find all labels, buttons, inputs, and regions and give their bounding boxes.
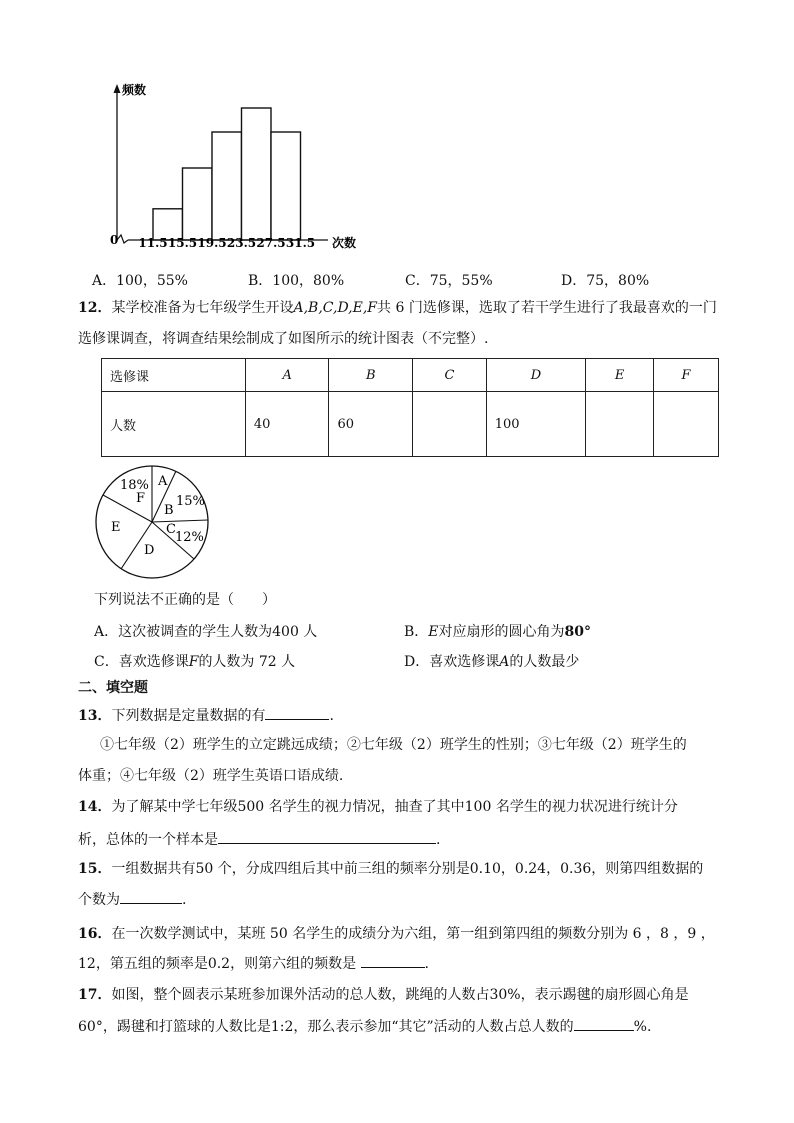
table-cell-e [586,392,654,457]
option-text: 对应扇形的圆心角为 [438,624,565,640]
option-letter: C． [94,654,119,670]
question-number: 17． [78,987,112,1003]
histogram-bar [183,168,213,240]
option-text: 的人数为 [198,654,259,670]
question-number: 15． [78,861,112,877]
option-text: 人 [298,624,318,640]
q16-line1 [78,924,715,944]
q14-line2 [78,829,440,850]
x-tick-label: 31.5 [285,236,316,250]
option-letter: A． [94,624,119,640]
table-header-e: E [586,359,654,392]
table-cell-c [413,392,487,457]
q14-line1 [78,797,678,817]
histogram-bar [271,132,301,240]
q17-text: 60°，踢毽和打篮球的人数比是1:2，那么表示参加“其它”活动的人数占总人数的 [78,1019,574,1035]
pie-label-b: B [164,503,174,518]
pie-label-f: F [136,491,146,506]
option-text: 这次被调查的学生人数为 [118,624,273,640]
answer-blank[interactable] [265,705,329,720]
question-number: 16． [78,926,112,942]
q12-option-b [404,621,591,641]
punctuation: . [182,892,187,908]
option-number: 400 [272,624,299,640]
table-row-label: 人数 [102,392,246,457]
q17-line1 [78,985,689,1005]
x-tick-label: 23.5 [226,236,257,250]
q15-line1 [78,859,703,879]
x-axis-label: 次数 [332,236,357,250]
q11-option-d: D．75，80% [561,273,650,289]
histogram-bar [212,132,242,240]
option-letter: D． [404,654,430,670]
q13-line3: 体重；④七年级（2）班学生英语口语成绩. [78,768,344,784]
course-table [101,358,719,457]
q16-text: 12，第五组的频率是0.2，则第六组的频数是 [78,956,361,972]
pie-percent-f: 18% [120,478,149,493]
q11-option-b: B．100，80% [248,273,345,289]
option-text: 喜欢选修课 [429,654,500,670]
q16-text: 在一次数学测试中，某班 50 名学生的成绩分为六组，第一组到第四组的频数分别为 6 ，8 ，9 ， [111,926,715,942]
answer-blank[interactable] [574,1016,634,1031]
option-variable: F [188,654,199,670]
q16-line2 [78,953,429,974]
table-header-c: C [413,359,487,392]
pie-percent-b: 15% [176,494,205,509]
table-header-b: B [329,359,413,392]
table-row-label: 选修课 [102,359,246,392]
pie-label-c: C [166,522,176,537]
axis-break-icon [117,235,128,243]
origin-label: 0 [110,233,119,247]
answer-blank[interactable] [218,829,436,844]
q11-option-c: C．75，55% [405,273,493,289]
q12-text: 某学校准备为七年级学生开设 [111,300,294,316]
q12-question: 下列说法不正确的是（ ） [94,592,276,608]
y-axis-label: 频数 [122,83,147,97]
question-number: 14． [78,799,112,815]
punctuation: . [424,956,429,972]
option-variable: E [428,624,439,640]
option-text: 的人数最少 [509,654,580,670]
question-number: 12． [78,300,112,316]
table-cell-b: 60 [329,392,413,457]
option-text: 喜欢选修课 [118,654,189,670]
table-cell-f [654,392,719,457]
q14-text: 析，总体的一个样本是 [78,832,218,848]
answer-blank[interactable] [120,889,182,904]
pie-label-a: A [158,474,168,489]
q12-line2: 选修课调查，将调查结果绘制成了如图所示的统计图表（不完整）. [78,331,489,347]
q14-text: 为了解某中学七年级500 名学生的视力情况，抽查了其中100 名学生的视力状况进行统计分 [111,799,678,815]
q12-option-a [94,621,317,641]
table-header-f: F [654,359,719,392]
pie-label-d: D [144,543,155,558]
x-tick-label: 15.5 [167,236,198,250]
course-pie-chart [90,460,214,584]
q15-text: 个数为 [78,892,120,908]
x-tick-label: 27.5 [256,236,286,250]
q13-line2: ①七年级（2）班学生的立定跳远成绩；②七年级（2）班学生的性别；③七年级（2）班学生的 [100,737,687,753]
q12-courses: A,B,C,D,E,F [293,300,378,316]
x-tick-label: 11.5 [138,236,168,250]
q12-text-tail: 共 6 门选修课，选取了若干学生进行了我最喜欢的一门 [377,300,717,316]
option-number: 72 [258,654,277,670]
option-variable: A [499,654,510,670]
q13-text: 下列数据是定量数据的有 [111,708,266,724]
frequency-histogram [100,80,370,255]
option-number: 80° [564,624,592,640]
q12-option-c [94,651,295,671]
answer-blank[interactable] [361,953,425,968]
table-cell-a: 40 [245,392,329,457]
section-title: 二、填空题 [78,680,148,696]
histogram-bar [242,108,272,240]
table-header-a: A [245,359,329,392]
q12-line1 [78,298,717,318]
q13-line1 [78,705,334,726]
pie-percent-c: 12% [175,530,204,545]
q15-line2 [78,889,186,910]
table-header-d: D [486,359,585,392]
punctuation: %. [633,1019,652,1035]
option-text: 人 [276,654,296,670]
q12-option-d [404,651,579,671]
q11-option-a: A．100，55% [92,273,188,289]
table-cell-d: 100 [486,392,585,457]
y-axis-arrow-icon [114,84,121,93]
option-letter: B． [404,624,429,640]
q17-line2 [78,1016,651,1037]
question-number: 13． [78,708,112,724]
punctuation: . [436,832,441,848]
pie-label-e: E [111,520,121,535]
q17-text: 如图，整个圆表示某班参加课外活动的总人数，跳绳的人数占30%，表示踢毽的扇形圆心角是 [111,987,689,1003]
punctuation: . [329,708,334,724]
q15-text: 一组数据共有50 个，分成四组后其中前三组的频率分别是0.10，0.24，0.36，则第四组数据的 [111,861,704,877]
x-tick-label: 19.5 [197,236,227,250]
